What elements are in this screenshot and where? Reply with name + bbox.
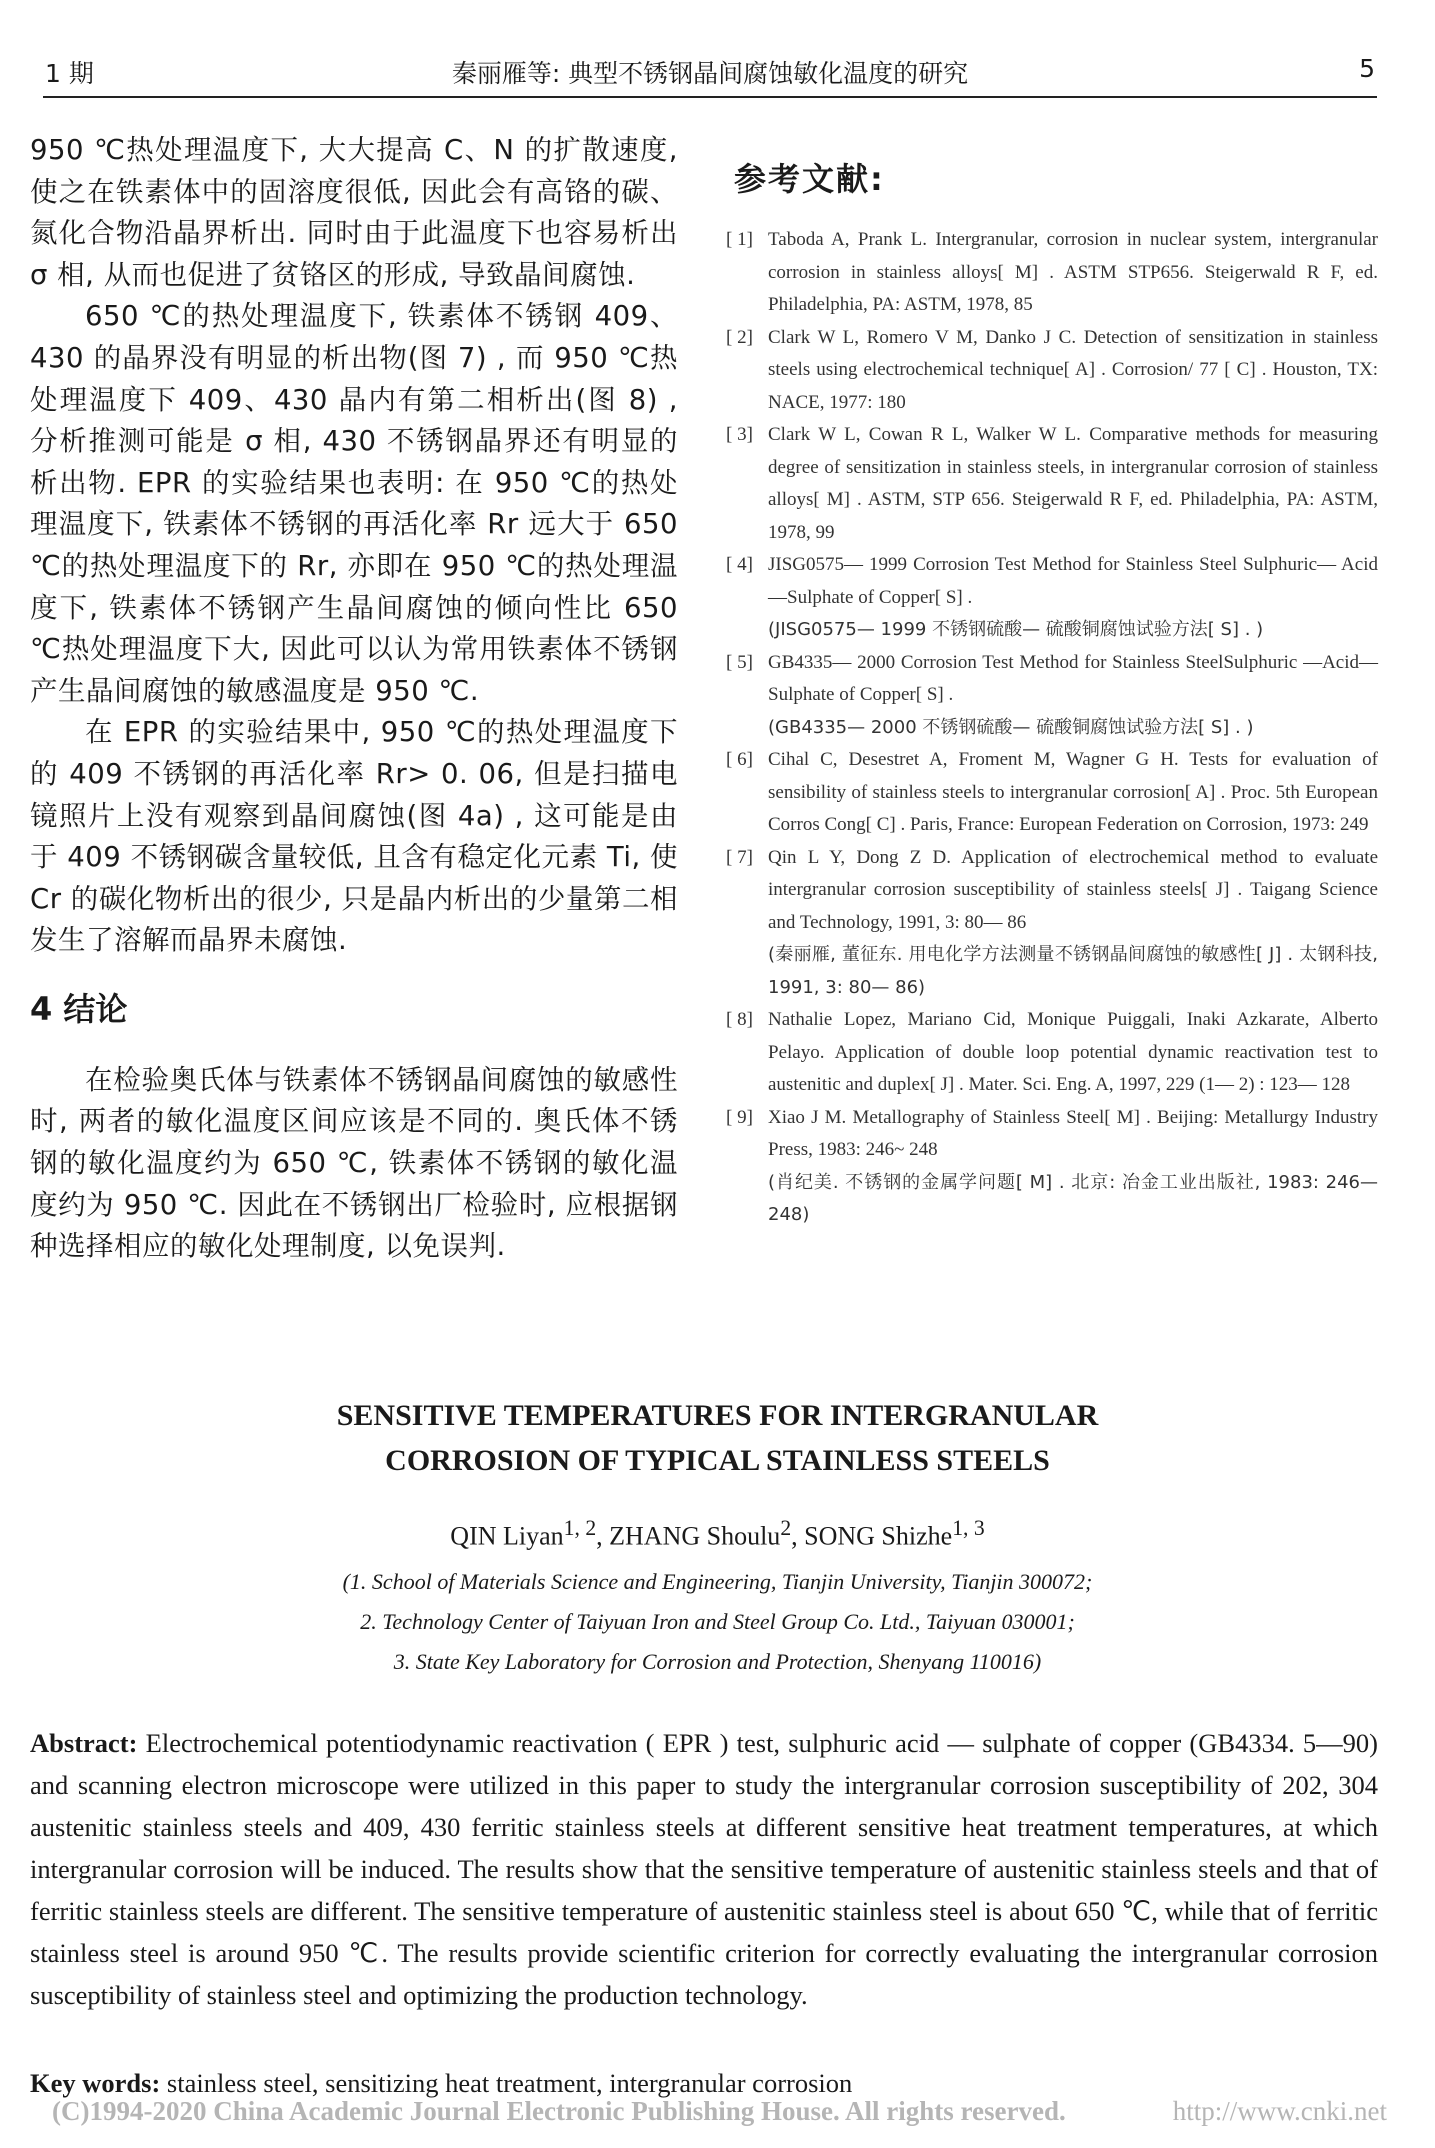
reference-text: Taboda A, Prank L. Intergranular, corrosion in nuclear system, intergranular corrosion in stainless alloys[ M] . ASTM STP656. Steigerwald R F, ed. Philadelphia, PA: ASTM, 1978, 85	[768, 229, 1378, 315]
reference-number: [ 9]	[726, 1106, 753, 1128]
issue-label: 1 期	[45, 59, 94, 88]
abstract-label: Abstract:	[30, 1728, 138, 1758]
reference-item	[726, 1102, 1378, 1232]
affiliation-2: 2. Technology Center of Taiyuan Iron and Steel Group Co. Ltd., Taiyuan 030001;	[360, 1609, 1075, 1634]
reference-number: [ 8]	[726, 1009, 753, 1030]
reference-item	[726, 419, 1378, 549]
copyright-notice: (C)1994-2020 China Academic Journal Electronic Publishing House. All rights reserved.	[52, 2096, 1066, 2126]
paragraph-conclusion: 在检验奥氏体与铁素体不锈钢晶间腐蚀的敏感性时, 两者的敏化温度区间应该是不同的. 奥氏体不锈钢的敏化温度约为 650 ℃, 铁素体不锈钢的敏化温度约为 950 ℃. 因此在不锈钢出厂检验时, 应根据钢种选择相应的敏化处理制度, 以免误判.	[30, 1063, 678, 1263]
author-2-affiliation: 2	[780, 1516, 792, 1540]
keywords-label: Key words:	[30, 2068, 161, 2098]
reference-list	[726, 224, 1378, 1232]
author-1: QIN Liyan	[450, 1521, 564, 1551]
reference-item	[726, 1004, 1378, 1102]
reference-number: [ 5]	[726, 651, 753, 673]
reference-text: GB4335— 2000 Corrosion Test Method for Stainless SteelSulphuric —Acid— Sulphate of Copper[ S] . (GB4335— 2000 不锈钢硫酸— 硫酸铜腐蚀试验方法[ S] . )	[768, 651, 1378, 738]
author-1-affiliation: 1, 2	[563, 1516, 597, 1540]
affiliations	[0, 1562, 1435, 1682]
reference-text: Clark W L, Cowan R L, Walker W L. Comparative methods for measuring degree of sensitization in stainless steels, in intergranular corrosion of stainless alloys[ M] . ASTM, STP 656. Steigerwald R F, ed. Philadelphia, PA: ASTM, 1978, 99	[768, 424, 1378, 543]
reference-number: [ 2]	[726, 326, 753, 348]
page-header	[43, 52, 1377, 98]
author-2: , ZHANG Shoulu	[596, 1521, 781, 1551]
author-3: , SONG Shizhe	[791, 1521, 953, 1551]
reference-item	[726, 842, 1378, 1005]
reference-number: [ 6]	[726, 749, 753, 770]
english-title	[0, 1393, 1435, 1483]
reference-item	[726, 549, 1378, 647]
paragraph-3: 在 EPR 的实验结果中, 950 ℃的热处理温度下的 409 不锈钢的再活化率 Rr> 0. 06, 但是扫描电镜照片上没有观察到晶间腐蚀(图 4a) , 这可能是由于 409 不锈钢碳含量较低, 且含有稳定化元素 Ti, 使 Cr 的碳化物析出的很少, 只是晶内析出的少量第二相发生了溶解而晶界未腐蚀.	[30, 716, 678, 957]
abstract	[30, 1722, 1378, 2016]
left-column	[30, 130, 678, 1268]
section-heading-conclusion: 4 结论	[30, 989, 128, 1028]
cnki-url: http://www.cnki.net	[1172, 2096, 1387, 2126]
reference-text: JISG0575— 1999 Corrosion Test Method for Stainless Steel Sulphuric— Acid—Sulphate of Copper[ S] . (JISG0575— 1999 不锈钢硫酸— 硫酸铜腐蚀试验方法[ S] . )	[768, 554, 1378, 640]
reference-number: [ 4]	[726, 554, 753, 575]
affiliation-1: (1. School of Materials Science and Engineering, Tianjin University, Tianjin 300072;	[342, 1569, 1093, 1594]
reference-item	[726, 744, 1378, 842]
english-title-line-2: CORROSION OF TYPICAL STAINLESS STEELS	[385, 1444, 1050, 1477]
reference-item	[726, 224, 1378, 322]
reference-text: Clark W L, Romero V M, Danko J C. Detection of sensitization in stainless steels using electrochemical technique[ A] . Corrosion/ 77 [ C] . Houston, TX: NACE, 1977: 180	[768, 326, 1378, 413]
paragraph-1: 950 ℃热处理温度下, 大大提高 C、N 的扩散速度, 使之在铁素体中的固溶度很低, 因此会有高铬的碳、氮化合物沿晶界析出. 同时由于此温度下也容易析出 σ 相, 从而也促进了贫铬区的形成, 导致晶间腐蚀.	[30, 134, 678, 291]
reference-number: [ 1]	[726, 229, 753, 250]
reference-item	[726, 647, 1378, 745]
reference-number: [ 3]	[726, 424, 753, 445]
keywords	[30, 2068, 852, 2099]
keywords-text: stainless steel, sensitizing heat treatment, intergranular corrosion	[160, 2068, 853, 2098]
running-title: 秦丽雁等: 典型不锈钢晶间腐蚀敏化温度的研究	[451, 59, 969, 88]
reference-text: Nathalie Lopez, Mariano Cid, Monique Puiggali, Inaki Azkarate, Alberto Pelayo. Application of double loop potential dynamic reactivation test to austenitic and duplex[ J] . Mater. Sci. Eng. A, 1997, 229 (1— 2) : 123— 128	[768, 1009, 1378, 1095]
references-column	[726, 130, 1378, 1232]
references-title: 参考文献:	[734, 160, 885, 198]
reference-text: Cihal C, Desestret A, Froment M, Wagner G H. Tests for evaluation of sensibility of stainless steels to intergranular corrosion[ A] . Proc. 5th European Corros Cong[ C] . Paris, France: European Federation on Corrosion, 1973: 249	[768, 749, 1378, 835]
paragraph-2: 650 ℃的热处理温度下, 铁素体不锈钢 409、430 的晶界没有明显的析出物(图 7) , 而 950 ℃热处理温度下 409、430 晶内有第二相析出(图 8) , 分析推测可能是 σ 相, 430 不锈钢晶界还有明显的析出物. EPR 的实验结果也表明: 在 950 ℃的热处理温度下, 铁素体不锈钢的再活化率 Rr 远大于 650 ℃的热处理温度下的 Rr, 亦即在 950 ℃的热处理温度下, 铁素体不锈钢产生晶间腐蚀的倾向性比 650 ℃热处理温度下大, 因此可以认为常用铁素体不锈钢产生晶间腐蚀的敏感温度是 950 ℃.	[30, 300, 678, 707]
page-number: 5	[1359, 54, 1375, 83]
english-title-line-1: SENSITIVE TEMPERATURES FOR INTERGRANULAR	[336, 1399, 1099, 1432]
reference-number: [ 7]	[726, 846, 753, 868]
affiliation-3: 3. State Key Laboratory for Corrosion and Protection, Shenyang 110016)	[393, 1649, 1042, 1674]
author-line	[0, 1516, 1435, 1552]
reference-text: Qin L Y, Dong Z D. Application of electrochemical method to evaluate intergranular corrosion susceptibility of stainless steels[ J] . Taigang Science and Technology, 1991, 3: 80— 86 (秦丽雁, 董征东. 用电化学方法测量不锈钢晶间腐蚀的敏感性[ J] . 太钢科技, 1991, 3: 80— 86)	[768, 846, 1378, 998]
abstract-text: Electrochemical potentiodynamic reactivation ( EPR ) test, sulphuric acid — sulphate of copper (GB4334. 5—90) and scanning electron microscope were utilized in this paper to study the intergranular corrosion susceptibility of 202, 304 austenitic stainless steels and 409, 430 ferritic stainless steels at different sensitive heat treatment temperatures, at which intergranular corrosion will be induced. The results show that the sensitive temperature of austenitic stainless steels and that of ferritic stainless steels are different. The sensitive temperature of austenitic stainless steel is about 650 ℃, while that of ferritic stainless steel is around 950 ℃. The results provide scientific criterion for correctly evaluating the intergranular corrosion susceptibility of stainless steel and optimizing the production technology.	[30, 1728, 1378, 2010]
watermark-footer	[52, 2096, 1387, 2130]
author-3-affiliation: 1, 3	[952, 1516, 985, 1540]
reference-item	[726, 322, 1378, 420]
reference-text: Xiao J M. Metallography of Stainless Steel[ M] . Beijing: Metallurgy Industry Press, 1983: 246~ 248 (肖纪美. 不锈钢的金属学问题[ M] . 北京: 冶金工业出版社, 1983: 246— 248)	[768, 1106, 1378, 1225]
